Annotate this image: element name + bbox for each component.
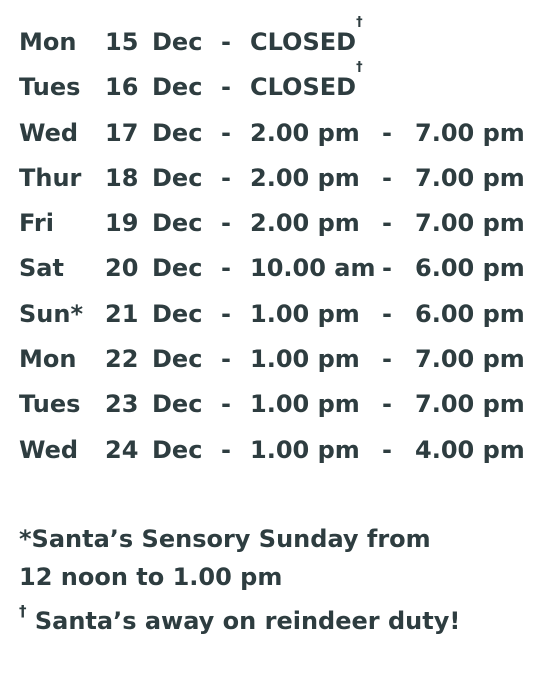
month-name: Dec (152, 345, 203, 374)
dagger-mark: † (356, 60, 363, 76)
closed-status (250, 60, 363, 110)
separator-dash: - (221, 345, 231, 374)
closing-time: 7.00 pm (415, 118, 525, 147)
range-dash: - (382, 345, 392, 374)
closing-time: 6.00 pm (415, 254, 525, 283)
footnotes (19, 520, 539, 640)
separator-dash: - (221, 118, 231, 147)
month-name: Dec (152, 73, 203, 102)
day-date: 20 (105, 254, 139, 283)
day-name: Thur (19, 163, 82, 192)
separator-dash: - (221, 73, 231, 102)
schedule-row (19, 201, 544, 246)
closing-time: 7.00 pm (415, 209, 525, 238)
schedule-row (19, 382, 544, 427)
day-date: 16 (105, 73, 139, 102)
day-name: Sun* (19, 299, 84, 328)
opening-time: 2.00 pm (250, 163, 360, 192)
range-dash: - (382, 118, 392, 147)
range-dash: - (382, 163, 392, 192)
closing-time: 4.00 pm (415, 435, 525, 464)
opening-time: 2.00 pm (250, 209, 360, 238)
day-date: 23 (105, 390, 139, 419)
closing-time: 7.00 pm (415, 390, 525, 419)
closed-status (250, 15, 363, 65)
schedule-row (19, 337, 544, 382)
day-name: Sat (19, 254, 64, 283)
dagger-mark: † (356, 15, 363, 30)
separator-dash: - (221, 254, 231, 283)
opening-time: 1.00 pm (250, 345, 360, 374)
sensory-sunday-note-line2: 12 noon to 1.00 pm (19, 563, 283, 591)
schedule-row (19, 111, 544, 156)
schedule-row (19, 428, 544, 473)
month-name: Dec (152, 209, 203, 238)
day-date: 17 (105, 118, 139, 147)
schedule-row (19, 246, 544, 291)
range-dash: - (382, 209, 392, 238)
closing-time: 7.00 pm (415, 163, 525, 192)
month-name: Dec (152, 299, 203, 328)
day-date: 15 (105, 28, 139, 56)
month-name: Dec (152, 163, 203, 192)
day-name: Tues (19, 73, 81, 102)
closed-label: CLOSED (250, 28, 357, 56)
month-name: Dec (152, 254, 203, 283)
opening-time: 1.00 pm (250, 299, 360, 328)
day-date: 22 (105, 345, 139, 374)
separator-dash: - (221, 390, 231, 419)
month-name: Dec (152, 435, 203, 464)
day-date: 18 (105, 163, 139, 192)
schedule-row (19, 15, 544, 65)
closed-label: CLOSED (250, 73, 357, 102)
month-name: Dec (152, 390, 203, 419)
separator-dash: - (221, 209, 231, 238)
day-date: 19 (105, 209, 139, 238)
month-name: Dec (152, 28, 203, 56)
day-date: 24 (105, 435, 139, 464)
opening-hours-table (19, 15, 544, 473)
month-name: Dec (152, 118, 203, 147)
closing-time: 6.00 pm (415, 299, 525, 328)
schedule-row (19, 292, 544, 337)
closing-time: 7.00 pm (415, 345, 525, 374)
opening-time: 2.00 pm (250, 118, 360, 147)
day-name: Mon (19, 28, 77, 56)
schedule-row (19, 156, 544, 201)
reindeer-duty-text: Santa’s away on reindeer duty! (26, 607, 461, 635)
opening-time: 1.00 pm (250, 390, 360, 419)
range-dash: - (382, 299, 392, 328)
opening-time: 10.00 am (250, 254, 376, 283)
day-date: 21 (105, 299, 139, 328)
day-name: Mon (19, 345, 77, 374)
separator-dash: - (221, 28, 231, 56)
separator-dash: - (221, 299, 231, 328)
opening-time: 1.00 pm (250, 435, 360, 464)
day-name: Wed (19, 118, 79, 147)
separator-dash: - (221, 435, 231, 464)
dagger-mark: † (19, 602, 27, 620)
schedule-row (19, 60, 544, 110)
day-name: Fri (19, 209, 54, 238)
range-dash: - (382, 390, 392, 419)
separator-dash: - (221, 163, 231, 192)
range-dash: - (382, 254, 392, 283)
reindeer-duty-note (19, 602, 539, 640)
sensory-sunday-note-line1: *Santa’s Sensory Sunday from (19, 525, 431, 553)
day-name: Wed (19, 435, 79, 464)
range-dash: - (382, 435, 392, 464)
day-name: Tues (19, 390, 81, 419)
